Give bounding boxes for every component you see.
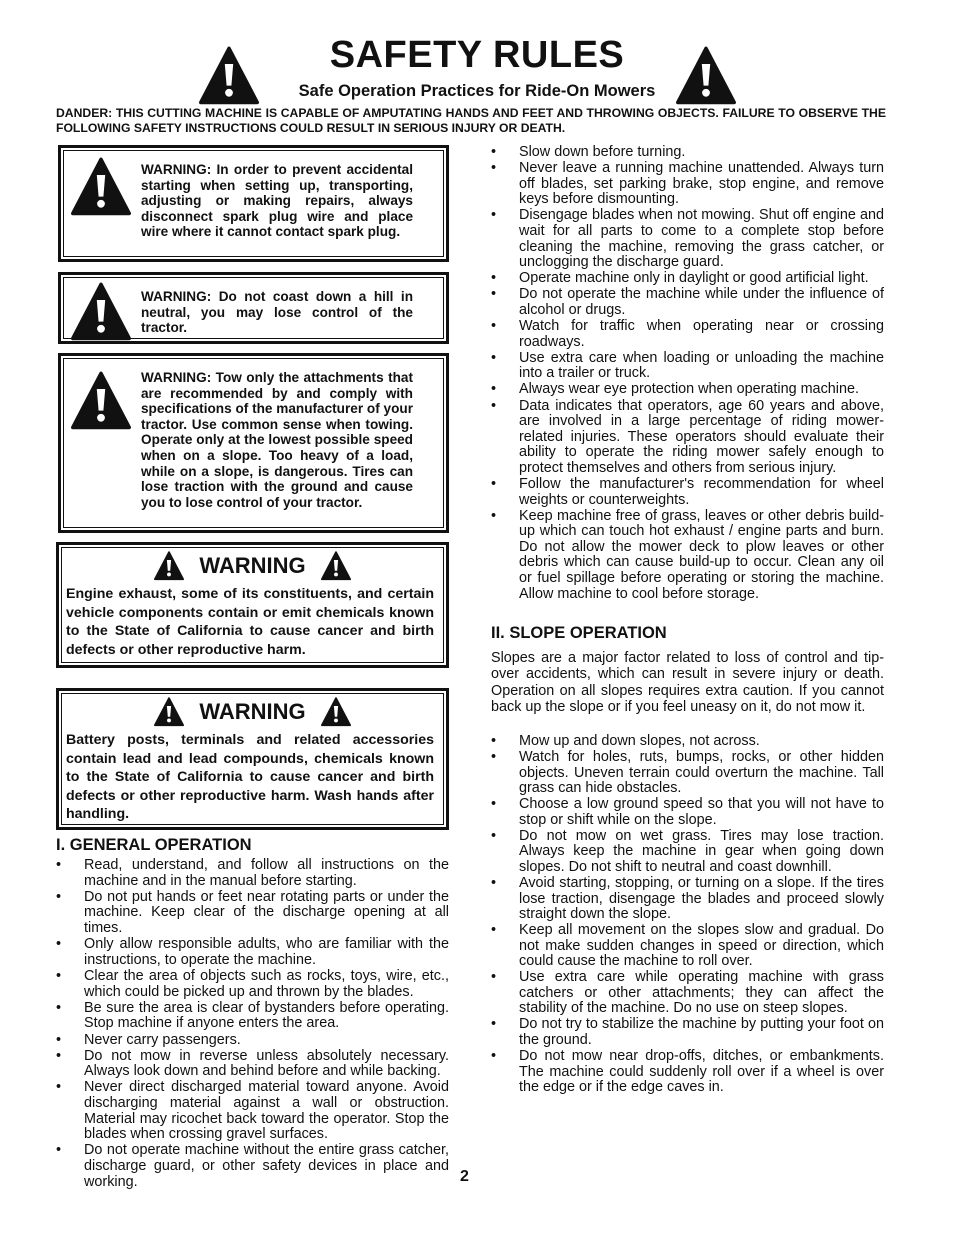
warning-heading: WARNING — [199, 699, 306, 724]
warning-text: WARNING: In order to prevent accidental starting when setting up, transporting, adjusting or making repairs, always disconnect spark plug wire and place wire where it cannot contact spark plug. — [141, 162, 413, 240]
warning-triangle-icon — [320, 551, 352, 581]
list-item: • Clear the area of objects such as rocks, toys, wire, etc., which could be picked up and thrown by the blades. — [56, 969, 449, 1000]
operation-practices-list — [491, 145, 884, 603]
list-item: • Use extra care while operating machine with grass catchers or other attachments; they can affect the stability of the machine. Do no use on steep slopes. — [491, 970, 884, 1017]
list-item: • Do not operate the machine while under the influence of alcohol or drugs. — [491, 287, 884, 318]
warning-text: WARNING: Do not coast down a hill in neutral, you may lose control of the tractor. — [141, 289, 413, 336]
list-item: • Do not operate machine without the entire grass catcher, discharge guard, or other safety devices in place and working. — [56, 1143, 449, 1190]
slope-operation-heading: II. SLOPE OPERATION — [491, 624, 667, 642]
list-item: • Avoid starting, stopping, or turning on a slope. If the tires lose traction, disengage the blades and proceed slowly straight down the slope. — [491, 876, 884, 923]
warning-triangle-icon — [153, 551, 185, 581]
list-item: • Watch for holes, ruts, bumps, rocks, or other hidden objects. Uneven terrain could overturn the machine. Tall grass can hide obstacles. — [491, 750, 884, 797]
warning-box-towing — [58, 353, 449, 533]
list-item: • Never direct discharged material toward anyone. Avoid discharging material against a wall or obstruction. Material may ricochet back toward the operator. Stop the blades when crossing gravel surfaces. — [56, 1080, 449, 1142]
slope-operation-list — [491, 734, 884, 1096]
california-warning-text: Battery posts, terminals and related accessories contain lead and lead compounds, chemicals known to the State of California to cause cancer and birth defects or other reproductive harm. Wash hands after handling. — [66, 732, 434, 823]
warning-text: WARNING: Tow only the attachments that are recommended by and comply with specifications of the manufacturer of your tractor. Use common sense when towing. Operate only at the lowest possible speed when on a slope. Too heavy of a load, while on a slope, is dangerous. Tires can lose traction with the ground and cause you to lose control of your tractor. — [141, 370, 413, 510]
list-item: • Always wear eye protection when operating machine. — [491, 382, 884, 398]
list-item: • Do not mow on wet grass. Tires may lose traction. Always keep the machine in gear when going down slopes. Do not shift to neutral and coast downhill. — [491, 829, 884, 876]
list-item: • Mow up and down slopes, not across. — [491, 734, 884, 750]
list-item: • Do not mow in reverse unless absolutely necessary. Always look down and behind before and while backing. — [56, 1049, 449, 1080]
general-operation-heading: I. GENERAL OPERATION — [56, 836, 252, 854]
warning-triangle-icon — [153, 697, 185, 727]
list-item: • Never leave a running machine unattended. Always turn off blades, set parking brake, stop engine, and remove keys before dismounting. — [491, 161, 884, 208]
page-title: SAFETY RULES — [329, 34, 625, 76]
warning-triangle-icon — [71, 282, 131, 342]
page-subtitle: Safe Operation Practices for Ride-On Mowers — [298, 82, 656, 100]
warning-box-coast — [58, 272, 449, 344]
warning-triangle-icon — [71, 156, 131, 218]
list-item: • Keep all movement on the slopes slow and gradual. Do not make sudden changes in speed or direction, which could cause the machine to roll over. — [491, 923, 884, 970]
danger-notice: DANDER: THIS CUTTING MACHINE IS CAPABLE OF AMPUTATING HANDS AND FEET AND THROWING OBJECTS. FAILURE TO OBSERVE THE FOLLOWING SAFETY INSTRUCTIONS COULD RESULT IN SERIOUS INJURY OR DEATH. — [56, 106, 886, 135]
page-number: 2 — [460, 1168, 469, 1185]
list-item: • Data indicates that operators, age 60 years and above, are involved in a large percentage of riding mower-related injuries. These operators should evaluate their ability to operate the riding mower safely enough to protect themselves and others from serious injury. — [491, 399, 884, 477]
california-warning-battery — [56, 688, 449, 830]
list-item: • Follow the manufacturer's recommendation for wheel weights or counterweights. — [491, 477, 884, 508]
list-item: • Read, understand, and follow all instructions on the machine and in the manual before starting. — [56, 858, 449, 889]
list-item: • Choose a low ground speed so that you will not have to stop or shift while on the slope. — [491, 797, 884, 828]
list-item: • Disengage blades when not mowing. Shut off engine and wait for all parts to come to a complete stop before cleaning the machine, removing the grass catcher, or unclogging the discharge guard. — [491, 208, 884, 270]
warning-box-spark-plug — [58, 145, 449, 262]
california-warning-exhaust — [56, 542, 449, 668]
list-item: • Do not put hands or feet near rotating parts or under the machine. Keep clear of the discharge opening at all times. — [56, 890, 449, 937]
list-item: • Only allow responsible adults, who are familiar with the instructions, to operate the machine. — [56, 937, 449, 968]
slope-operation-intro: Slopes are a major factor related to loss of control and tip-over accidents, which can result in severe injury or death. Operation on all slopes requires extra caution. If you cannot back up the slope or if you feel uneasy on it, do not mow it. — [491, 650, 884, 716]
list-item: • Be sure the area is clear of bystanders before operating. Stop machine if anyone enters the area. — [56, 1001, 449, 1032]
list-item: • Slow down before turning. — [491, 145, 884, 161]
warning-heading: WARNING — [199, 553, 306, 578]
general-operation-list — [56, 858, 449, 1191]
list-item: • Do not try to stabilize the machine by putting your foot on the ground. — [491, 1017, 884, 1048]
list-item: • Use extra care when loading or unloading the machine into a trailer or truck. — [491, 351, 884, 382]
warning-triangle-icon — [320, 697, 352, 727]
california-warning-text: Engine exhaust, some of its constituents, and certain vehicle components contain or emit chemicals known to the State of California to cause cancer and birth defects or other reproductive harm. — [66, 586, 434, 658]
list-item: • Do not mow near drop-offs, ditches, or embankments. The machine could suddenly roll over if a wheel is over the edge or if the edge caves in. — [491, 1049, 884, 1096]
list-item: • Watch for traffic when operating near or crossing roadways. — [491, 319, 884, 350]
warning-triangle-icon — [71, 370, 131, 432]
list-item: • Keep machine free of grass, leaves or other debris build-up which can touch hot exhaust / engine parts and burn. Do not allow the mower deck to plow leaves or other debris which can cause build-up to occur. Clean any oil or fuel spillage before operating or storing the machine. Allow machine to cool before storage. — [491, 509, 884, 603]
list-item: • Operate machine only in daylight or good artificial light. — [491, 271, 884, 287]
list-item: • Never carry passengers. — [56, 1033, 449, 1049]
